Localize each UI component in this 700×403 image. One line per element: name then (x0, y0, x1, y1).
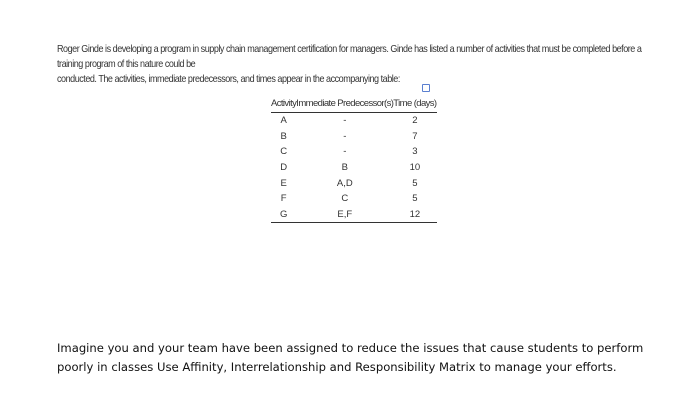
table-row (271, 207, 437, 223)
cell-time: 3 (412, 146, 418, 158)
cell-time: 5 (412, 177, 418, 189)
cell-activity: G (271, 207, 296, 223)
cell-activity: F (280, 193, 287, 205)
assignment-line-2: poorly in classes Use Affinity, Interrelationship and Responsibility Matrix to manage your efforts. (57, 360, 617, 374)
header-time: Time (days) (393, 96, 436, 113)
cell-predecessors: - (343, 130, 347, 142)
table-row (271, 129, 437, 145)
table-header-row (271, 96, 437, 113)
table-row (271, 144, 437, 160)
table-row (271, 191, 437, 207)
cell-activity: A (280, 115, 287, 127)
table-row (271, 175, 437, 191)
cell-predecessors: - (343, 146, 347, 158)
assignment-statement (57, 339, 657, 377)
cell-time: 2 (412, 115, 418, 127)
header-predecessors: Immediate Predecessor(s) (296, 96, 393, 113)
problem-line-2: conducted. The activities, immediate predecessors, and times appear in the accompanying table: (57, 73, 400, 85)
cell-activity: E (280, 177, 287, 189)
problem-line-1: Roger Ginde is developing a program in supply chain management certification for managers. Ginde has listed a number of activities that must be completed before a training program of this nature could be (57, 43, 642, 70)
problem-statement (57, 42, 659, 87)
cell-activity: D (280, 162, 288, 174)
cell-time: 10 (409, 162, 421, 174)
cell-time: 5 (412, 193, 418, 205)
cell-activity: B (280, 130, 287, 142)
cell-predecessors: B (341, 162, 348, 174)
cell-predecessors: C (341, 193, 349, 205)
activity-table-container (271, 96, 437, 223)
cell-time: 12 (393, 207, 436, 223)
table-row (271, 113, 437, 129)
activity-table (271, 96, 437, 223)
cell-time: 7 (412, 130, 418, 142)
table-row (271, 160, 437, 176)
cell-predecessors: A,D (336, 177, 353, 189)
assignment-line-1: Imagine you and your team have been assigned to reduce the issues that cause students to perform (57, 341, 644, 355)
copy-icon[interactable] (422, 84, 430, 92)
cell-predecessors: E,F (296, 207, 393, 223)
cell-predecessors: - (343, 115, 347, 127)
cell-activity: C (280, 146, 288, 158)
header-activity: Activity (271, 96, 296, 113)
